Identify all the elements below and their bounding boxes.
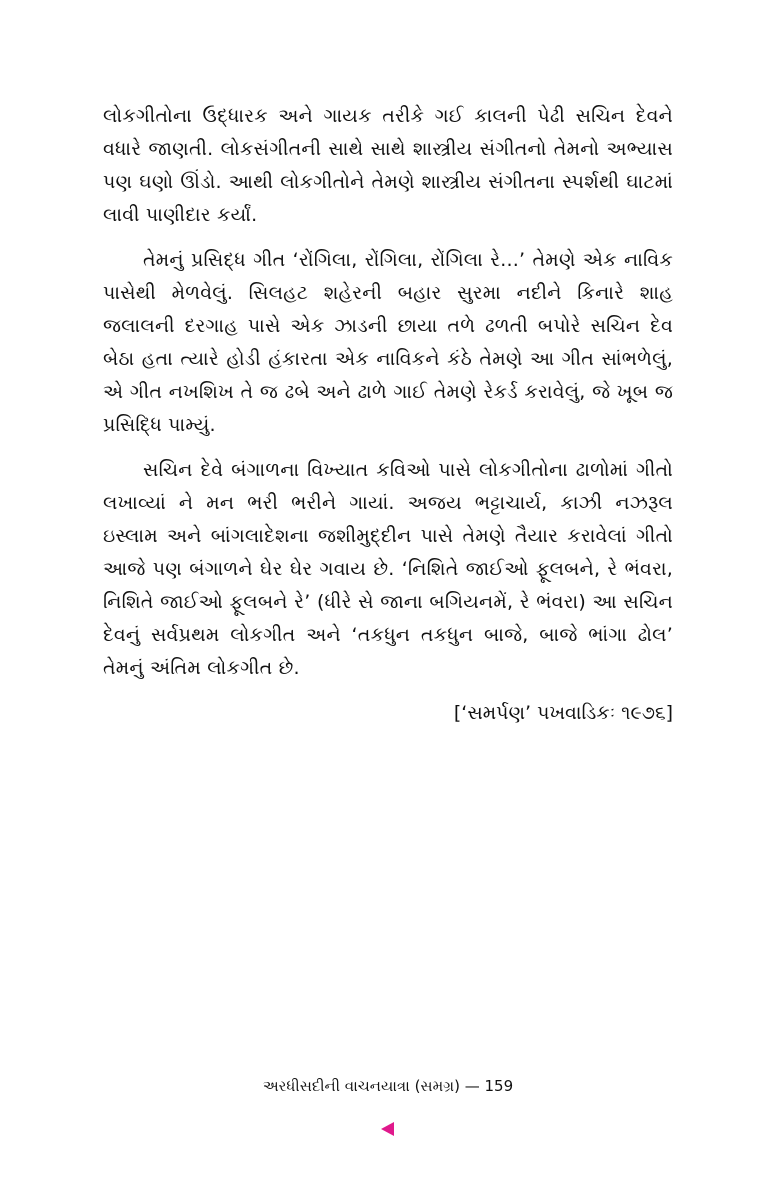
previous-page-arrow-icon[interactable] <box>381 1122 394 1136</box>
page-footer: અરધીસદીની વાચનયાત્રા (સમગ્ર) — 159 <box>262 1077 514 1095</box>
paragraph-2: તેમનું પ્રસિદ્ધ ગીત ‘રોંગિલા, રોંગિલા, રોંગિલા રે...’ તેમણે એક નાવિક પાસેથી મેળવેલું. સિલહટ શહેરની બહાર સુરમા નદીને કિનારે શાહ જલાલની દરગાહ પાસે એક ઝાડની છાયા તળે ઢળતી બપોરે સચિન દેવ બેઠા હતા ત્યારે હોડી હંકારતા એક નાવિકને કંઠે તેમણે આ ગીત સાંભળેલું, એ ગીત નખશિખ તે જ ઢબે અને ઢાળે ગાઈ તેમણે રેકર્ડ કરાવેલું, જે ખૂબ જ પ્રસિદ્ધિ પામ્યું. <box>103 249 673 436</box>
source-citation: [‘સમર્પણ’ પખવાડિકઃ ૧૯૭૬] <box>453 702 673 724</box>
paragraph-1: લોકગીતોના ઉદ્ધારક અને ગાયક તરીકે ગઈ કાલની પેઢી સચિન દેવને વધારે જાણતી. લોકસંગીતની સાથે સાથે શાસ્ત્રીય સંગીતનો તેમનો અભ્યાસ પણ ઘણો ઊંડો. આથી લોકગીતોને તેમણે શાસ્ત્રીય સંગીતના સ્પર્શથી ઘાટમાં લાવી પાણીદાર કર્યાં. <box>103 105 673 226</box>
paragraph-3: સચિન દેવે બંગાળના વિખ્યાત કવિઓ પાસે લોકગીતોના ઢાળોમાં ગીતો લખાવ્યાં ને મન ભરી ભરીને ગાયાં. અજય ભટ્ટાચાર્ય, કાઝી નઝરૂલ ઇસ્લામ અને બાંગલાદેશના જશીમુદ્દીન પાસે તેમણે તૈયાર કરાવેલાં ગીતો આજે પણ બંગાળને ઘેર ઘેર ગવાય છે. ‘નિશિતે જાઈઓ ફૂલબને, રે ભંવરા, નિશિતે જાઈઓ ફૂલબને રે’ (ધીરે સે જાના બગિયનમેં, રે ભંવરા) આ સચિન દેવનું સર્વપ્રથમ લોકગીત અને ‘તકધુન તકધુન બાજે, બાજે ભાંગા ઢોલ’ તેમનું અંતિમ લોકગીત છે. <box>103 459 673 679</box>
article-body <box>103 100 673 730</box>
